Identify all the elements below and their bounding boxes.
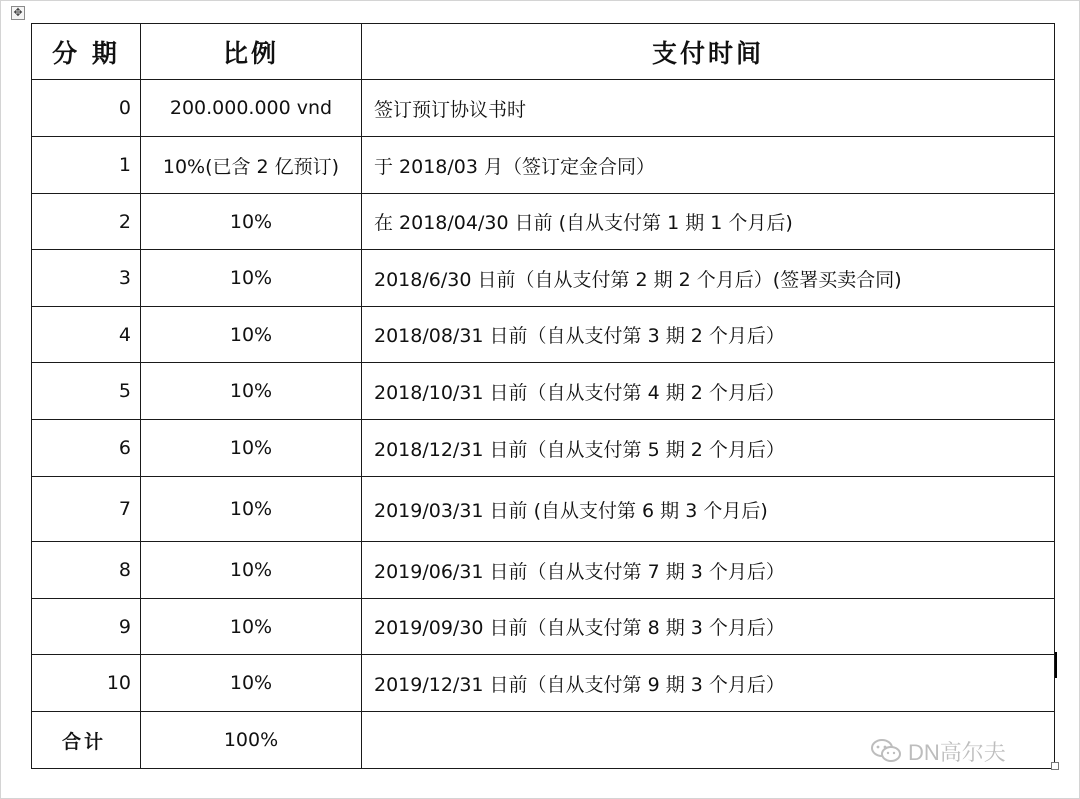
payment-time-cell: 2019/03/31 日前 (自从支付第 6 期 3 个月后) bbox=[362, 477, 1055, 542]
ratio-cell: 10% bbox=[141, 542, 362, 599]
table-row bbox=[32, 250, 1055, 307]
ratio-cell: 10% bbox=[141, 250, 362, 307]
table-row bbox=[32, 307, 1055, 363]
header-payment-time: 支付时间 bbox=[362, 24, 1055, 80]
total-ratio-cell: 100% bbox=[141, 712, 362, 769]
header-row bbox=[32, 24, 1055, 80]
ratio-cell: 10%(已含 2 亿预订) bbox=[141, 137, 362, 194]
payment-time-cell: 2018/10/31 日前（自从支付第 4 期 2 个月后） bbox=[362, 363, 1055, 420]
period-cell: 5 bbox=[32, 363, 141, 420]
period-cell: 7 bbox=[32, 477, 141, 542]
payment-time-cell: 2018/08/31 日前（自从支付第 3 期 2 个月后） bbox=[362, 307, 1055, 363]
header-period: 分 期 bbox=[32, 24, 141, 80]
total-label-cell: 合计 bbox=[32, 712, 141, 769]
table-row bbox=[32, 80, 1055, 137]
period-cell: 6 bbox=[32, 420, 141, 477]
period-cell: 2 bbox=[32, 194, 141, 250]
header-ratio: 比例 bbox=[141, 24, 362, 80]
period-cell: 4 bbox=[32, 307, 141, 363]
period-cell: 10 bbox=[32, 655, 141, 712]
table-row bbox=[32, 599, 1055, 655]
table-row bbox=[32, 420, 1055, 477]
ratio-cell: 10% bbox=[141, 599, 362, 655]
period-cell: 0 bbox=[32, 80, 141, 137]
ratio-cell: 10% bbox=[141, 655, 362, 712]
ratio-cell: 10% bbox=[141, 363, 362, 420]
payment-time-cell: 在 2018/04/30 日前 (自从支付第 1 期 1 个月后) bbox=[362, 194, 1055, 250]
ratio-cell: 10% bbox=[141, 477, 362, 542]
payment-time-cell: 2018/12/31 日前（自从支付第 5 期 2 个月后） bbox=[362, 420, 1055, 477]
watermark bbox=[870, 736, 1006, 766]
payment-schedule-table bbox=[31, 23, 1055, 769]
text-cursor bbox=[1055, 652, 1057, 678]
period-cell: 9 bbox=[32, 599, 141, 655]
payment-time-cell: 2019/09/30 日前（自从支付第 8 期 3 个月后） bbox=[362, 599, 1055, 655]
ratio-cell: 10% bbox=[141, 194, 362, 250]
table-move-handle-icon[interactable]: ✥ bbox=[11, 6, 25, 20]
watermark-text: DN高尔夫 bbox=[908, 739, 1006, 765]
period-cell: 1 bbox=[32, 137, 141, 194]
table-resize-handle[interactable] bbox=[1051, 762, 1059, 770]
table-row bbox=[32, 655, 1055, 712]
table-row bbox=[32, 363, 1055, 420]
payment-time-cell: 2019/06/31 日前（自从支付第 7 期 3 个月后） bbox=[362, 542, 1055, 599]
payment-time-cell: 2019/12/31 日前（自从支付第 9 期 3 个月后） bbox=[362, 655, 1055, 712]
period-cell: 3 bbox=[32, 250, 141, 307]
payment-time-cell: 2018/6/30 日前（自从支付第 2 期 2 个月后）(签署买卖合同) bbox=[362, 250, 1055, 307]
table-row bbox=[32, 137, 1055, 194]
wechat-icon bbox=[870, 738, 902, 764]
ratio-cell: 10% bbox=[141, 307, 362, 363]
payment-time-cell: 于 2018/03 月（签订定金合同） bbox=[362, 137, 1055, 194]
table-row bbox=[32, 194, 1055, 250]
period-cell: 8 bbox=[32, 542, 141, 599]
table-row bbox=[32, 542, 1055, 599]
ratio-cell: 200.000.000 vnd bbox=[141, 80, 362, 137]
ratio-cell: 10% bbox=[141, 420, 362, 477]
payment-time-cell: 签订预订协议书时 bbox=[362, 80, 1055, 137]
table-row bbox=[32, 477, 1055, 542]
